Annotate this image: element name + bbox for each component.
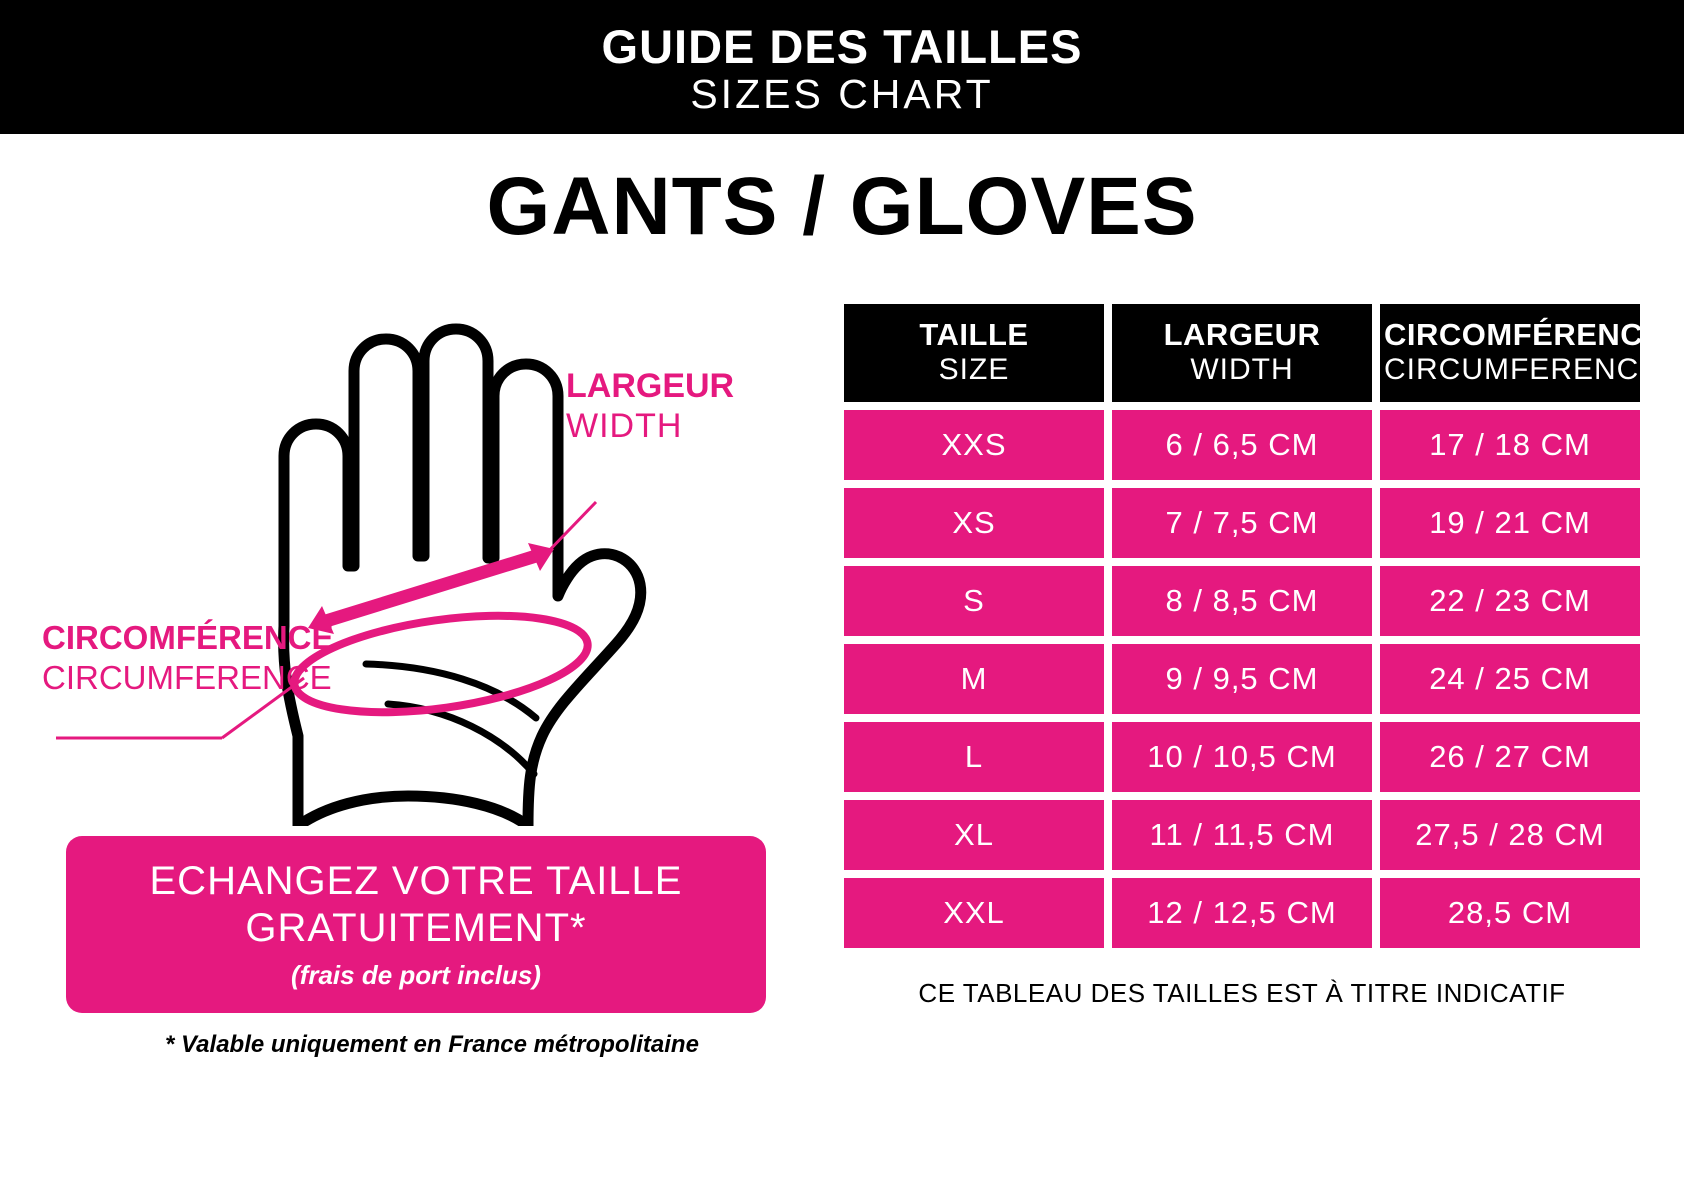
circumference-label-fr: CIRCOMFÉRENCE	[42, 619, 334, 656]
promo-footnote: * Valable uniquement en France métropolitaine	[165, 1031, 699, 1059]
cell-circumference: 22 / 23 CM	[1380, 566, 1640, 636]
table-row	[844, 722, 1640, 792]
cell-width: 7 / 7,5 CM	[1112, 488, 1372, 558]
header-size-en: SIZE	[938, 352, 1010, 386]
table-row	[844, 800, 1640, 870]
cell-circumference: 26 / 27 CM	[1380, 722, 1640, 792]
cell-width: 6 / 6,5 CM	[1112, 410, 1372, 480]
cell-circumference: 28,5 CM	[1380, 878, 1640, 948]
hand-illustration-icon	[36, 266, 836, 826]
width-label-en: WIDTH	[566, 407, 683, 446]
width-label	[566, 366, 734, 446]
table-row	[844, 644, 1640, 714]
header-title: GUIDE DES TAILLES	[601, 19, 1083, 73]
table-footnote: CE TABLEAU DES TAILLES EST À TITRE INDICATIF	[918, 978, 1566, 1009]
content-area	[0, 266, 1684, 1059]
left-column	[36, 266, 836, 1059]
promo-line-1: ECHANGEZ VOTRE TAILLE	[149, 859, 683, 903]
header-subtitle: SIZES CHART	[690, 71, 994, 118]
width-label-fr: LARGEUR	[566, 367, 735, 405]
cell-size: M	[844, 644, 1104, 714]
cell-size: XS	[844, 488, 1104, 558]
cell-size: S	[844, 566, 1104, 636]
table-row	[844, 410, 1640, 480]
cell-circumference: 27,5 / 28 CM	[1380, 800, 1640, 870]
header-circumference-en: CIRCUMFERENCE	[1384, 352, 1661, 386]
cell-circumference: 19 / 21 CM	[1380, 488, 1640, 558]
header-width	[1112, 304, 1372, 402]
table-row	[844, 878, 1640, 948]
table-row	[844, 566, 1640, 636]
cell-width: 9 / 9,5 CM	[1112, 644, 1372, 714]
size-table	[836, 296, 1665, 956]
circumference-label	[42, 618, 334, 697]
circumference-label-en: CIRCUMFERENCE	[42, 658, 332, 696]
exchange-promo-box	[66, 836, 766, 1013]
cell-width: 8 / 8,5 CM	[1112, 566, 1372, 636]
header-circumference	[1380, 304, 1665, 402]
header-bar	[0, 0, 1684, 134]
cell-width: 10 / 10,5 CM	[1112, 722, 1372, 792]
page-title: GANTS / GLOVES	[486, 161, 1198, 252]
header-size	[844, 304, 1104, 402]
cell-circumference: 24 / 25 CM	[1380, 644, 1640, 714]
cell-size: XXS	[844, 410, 1104, 480]
cell-size: L	[844, 722, 1104, 792]
cell-circumference: 17 / 18 CM	[1380, 410, 1640, 480]
promo-shipping-note: (frais de port inclus)	[291, 960, 541, 991]
header-width-fr: LARGEUR	[1163, 317, 1321, 352]
cell-width: 12 / 12,5 CM	[1112, 878, 1372, 948]
header-size-fr: TAILLE	[919, 317, 1029, 352]
header-circumference-fr: CIRCOMFÉRENCE	[1384, 317, 1665, 352]
cell-size: XL	[844, 800, 1104, 870]
table-row	[844, 488, 1640, 558]
cell-width: 11 / 11,5 CM	[1112, 800, 1372, 870]
cell-size: XXL	[844, 878, 1104, 948]
header-width-en: WIDTH	[1190, 352, 1294, 386]
hand-diagram	[36, 266, 836, 826]
promo-line-2: GRATUITEMENT*	[245, 906, 587, 951]
table-header-row	[844, 304, 1640, 402]
right-column	[836, 266, 1665, 1059]
